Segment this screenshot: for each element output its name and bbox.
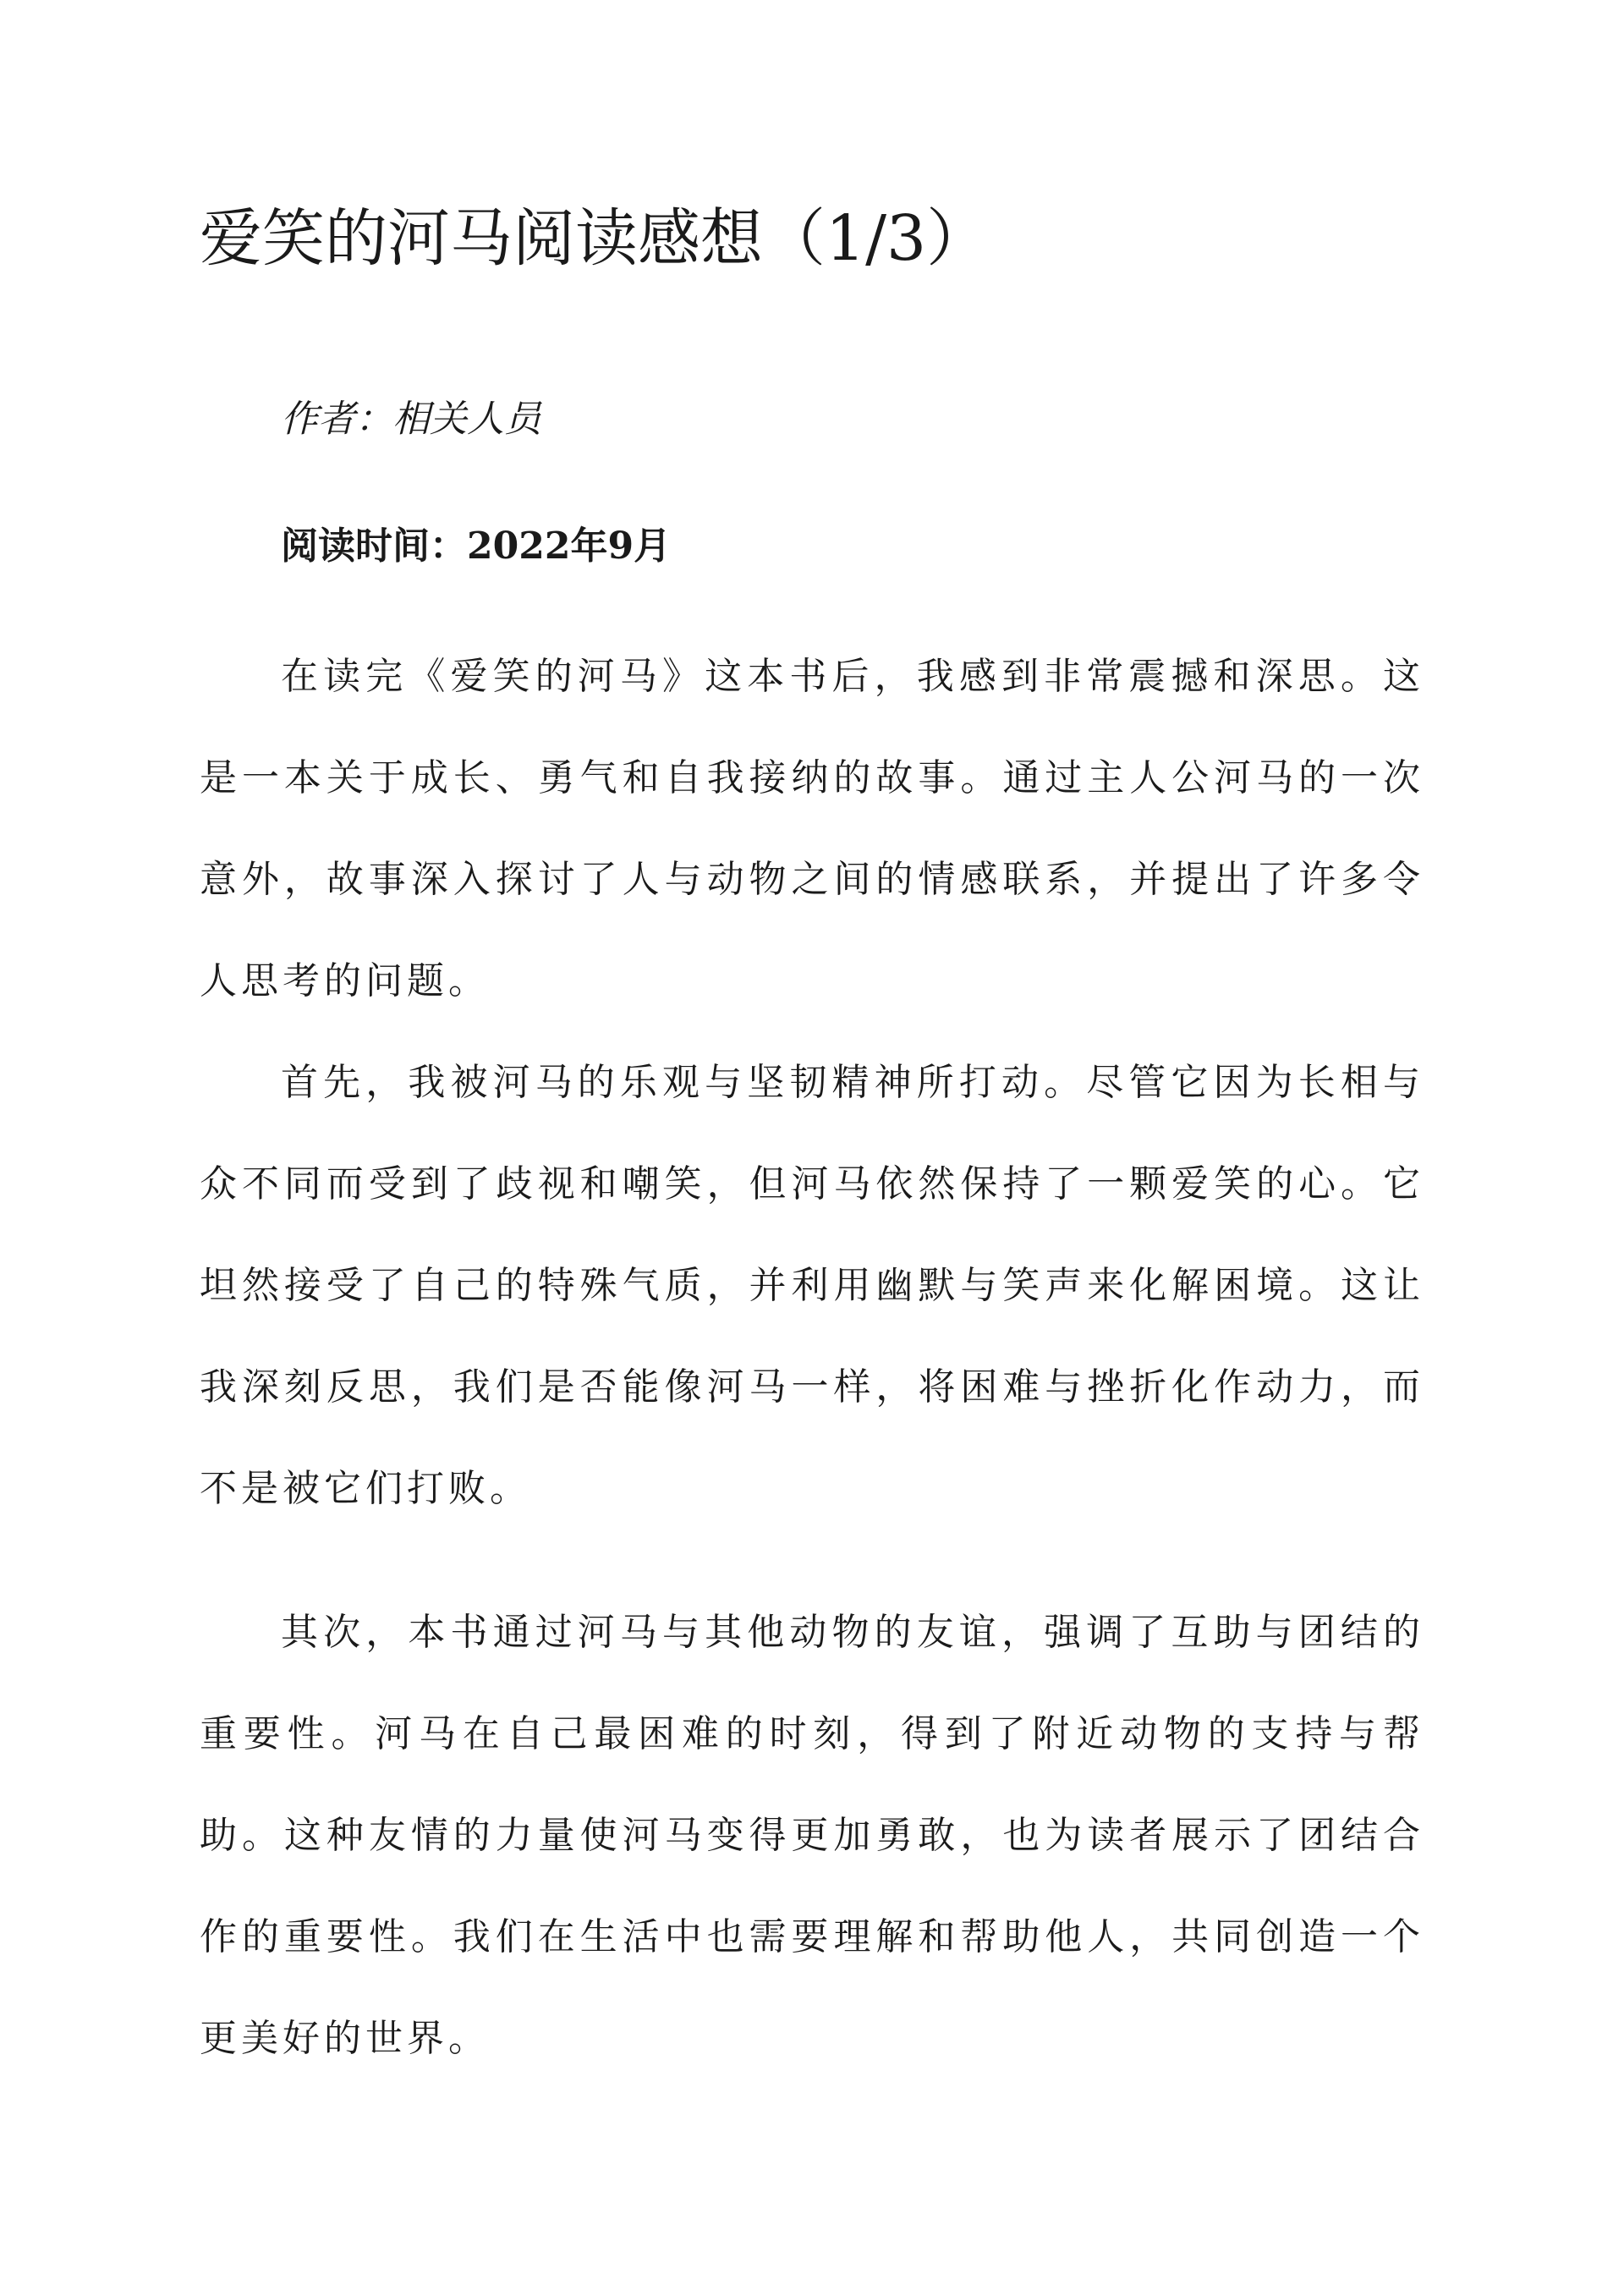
author-line: 作者：相关人员 — [281, 398, 541, 441]
paragraph-3: 其次，本书通过河马与其他动物的友谊，强调了互助与团结的重要性。河马在自己最困难的时刻，得到了附近动物的支持与帮助。这种友情的力量使河马变得更加勇敢，也为读者展示了团结合作的重要性。我们在生活中也需要理解和帮助他人，共同创造一个更美好的世界。 — [200, 1611, 1424, 2060]
paragraph-2: 首先，我被河马的乐观与坚韧精神所打动。尽管它因为长相与众不同而受到了歧视和嘲笑，但河马依然保持了一颗爱笑的心。它坦然接受了自己的特殊气质，并利用幽默与笑声来化解困境。这让我深刻反思，我们是否能像河马一样，将困难与挫折化作动力，而不是被它们打败。 — [200, 1061, 1424, 1510]
paragraph-1: 在读完《爱笑的河马》这本书后，我感到非常震撼和深思。这是一本关于成长、勇气和自我接纳的故事。通过主人公河马的一次意外，故事深入探讨了人与动物之间的情感联系，并提出了许多令人思考的问题。 — [200, 655, 1424, 1002]
read-time-line: 阅读时间：2022年9月 — [281, 525, 672, 568]
document-title: 爱笑的河马阅读感想（1/3） — [200, 202, 990, 275]
